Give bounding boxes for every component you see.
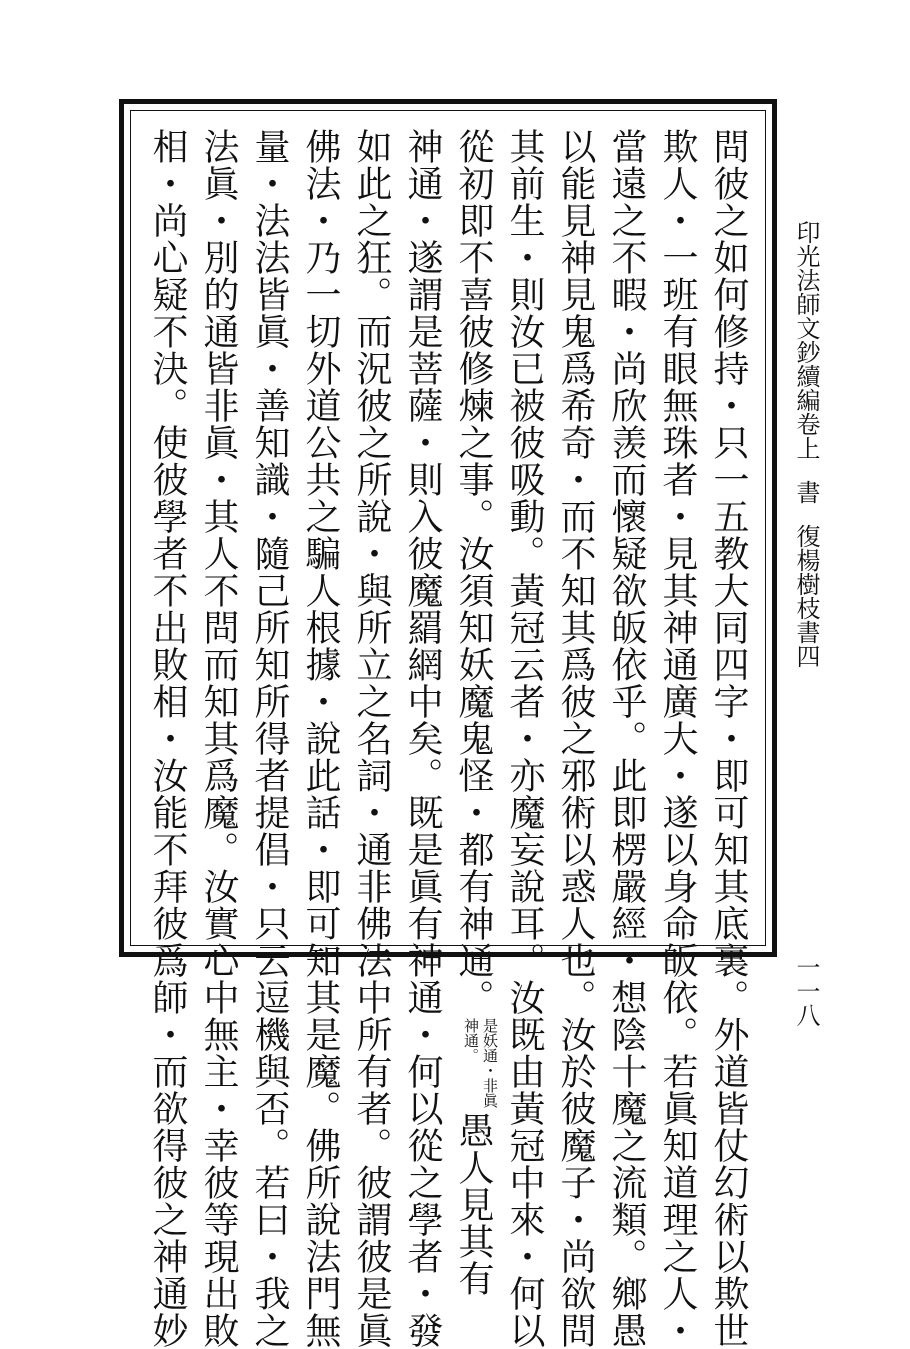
text-column-8: 如此之狂。而況彼之所說・與所立之名詞・通非佛法中所有者。彼謂彼是眞: [351, 128, 392, 1349]
book-title: 印光法師文鈔續編卷上: [792, 220, 820, 460]
text-column-1: 問彼之如何修持・只一五教大同四字・即可知其底裏。外道皆仗幻術以欺世: [708, 128, 749, 1349]
text-column-6: [448, 128, 499, 1297]
interlinear-note: 是妖通・非眞神通。: [462, 1018, 499, 1108]
text-column-9: 佛法・乃一切外道公共之騙人根據・說此話・即可知其是魔。佛所說法門無: [300, 128, 341, 1349]
page-number: 一一八: [792, 955, 820, 1027]
text-column-10: 量・法法皆眞・善知識・隨己所知所得者提倡・只云逗機與否。若曰・我之: [249, 128, 290, 1349]
column-6-before-note: 從初即不喜彼修煉之事。汝須知妖魔鬼怪・都有神通。: [453, 128, 494, 1016]
column-6-after-note: 愚人見其有: [453, 1112, 494, 1297]
text-column-11: 法眞・別的通皆非眞・其人不問而知其爲魔。汝實心中無主・幸彼等現出敗: [198, 128, 239, 1349]
text-column-4: 以能見神見鬼爲希奇・而不知其爲彼之邪術以惑人也。汝於彼魔子・尚欲問: [555, 128, 596, 1349]
text-column-5: 其前生・則汝已被彼吸動。黃冠云者・亦魔妄說耳。汝既由黃冠中來・何以: [504, 128, 545, 1349]
body-text: [142, 128, 754, 1349]
letter-title: 復楊樹枝書四: [792, 524, 820, 668]
text-column-3: 當遠之不暇・尚欣羡而懷疑欲皈依乎。此即楞嚴經・想陰十魔之流類。鄉愚: [606, 128, 647, 1349]
text-column-2: 欺人・一班有眼無珠者・見其神通廣大・遂以身命皈依。若眞知道理之人・: [657, 128, 698, 1349]
section-label: 書: [792, 480, 820, 504]
text-column-12: 相・尚心疑不決。使彼學者不出敗相・汝能不拜彼爲師・而欲得彼之神通妙: [147, 128, 188, 1349]
text-column-7: 神通・遂謂是菩薩・則入彼魔羂網中矣。既是眞有神通・何以從之學者・發: [402, 128, 443, 1349]
running-header: [784, 220, 824, 668]
